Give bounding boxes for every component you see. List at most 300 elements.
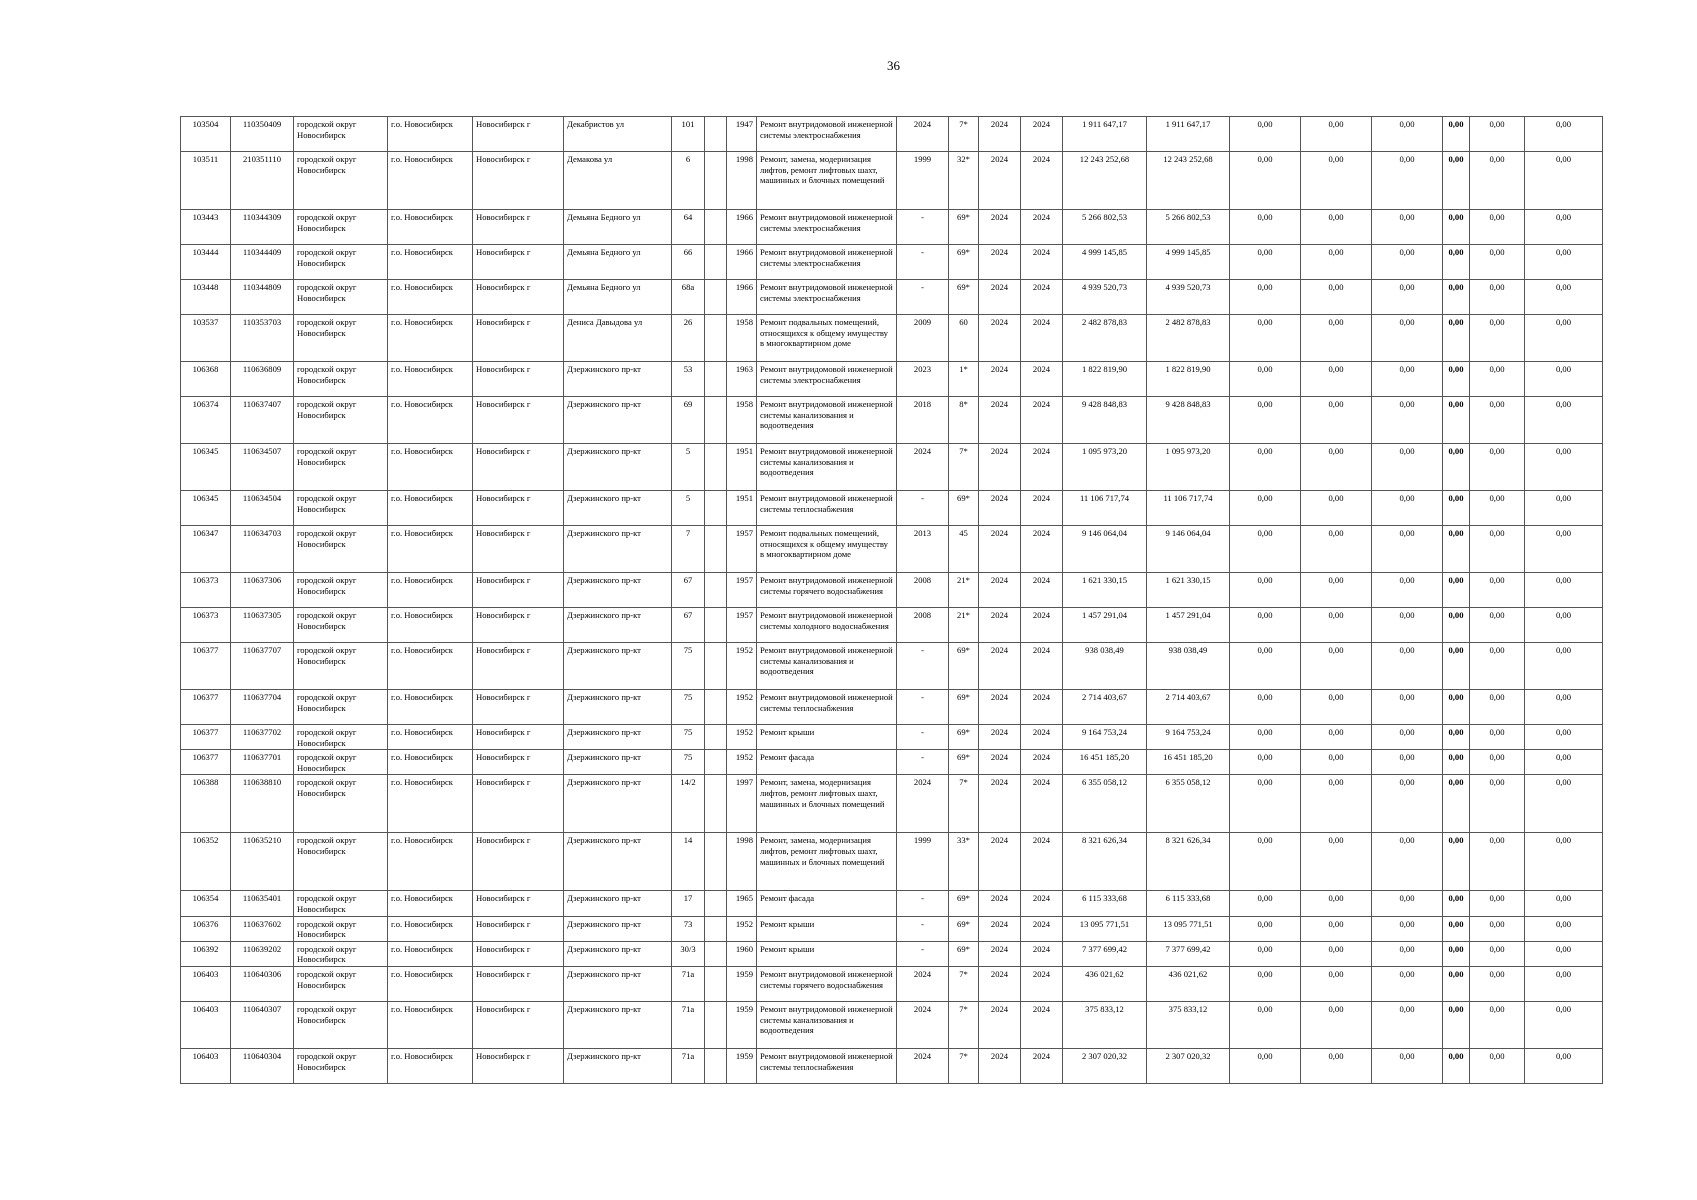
row-cost-fund: 5 266 802,53 [1147,210,1230,245]
row-wear: 21* [949,608,979,643]
row-code: 110635401 [231,891,294,916]
row-work-type: Ремонт, замена, модернизация лифтов, ремонт лифтовых шахт, машинных и блочных помещений [757,833,897,891]
row-cost-total: 11 106 717,74 [1063,491,1147,526]
table-row [181,117,1603,152]
row-prev-year: 1999 [897,152,949,210]
row-street: Демьяна Бедного ул [564,210,672,245]
row-cost-total: 2 307 020,32 [1063,1048,1147,1083]
row-prev-year: - [897,941,949,966]
row-house: 75 [672,750,705,775]
row-work-type: Ремонт, замена, модернизация лифтов, ремонт лифтовых шахт, машинных и блочных помещений [757,775,897,833]
row-fund-6: 0,00 [1525,210,1603,245]
row-locality: Новосибирск г [473,245,564,280]
row-year: 1958 [727,397,757,444]
row-prev-year: 2024 [897,775,949,833]
row-cost-total: 2 482 878,83 [1063,315,1147,362]
row-fund-2: 0,00 [1301,775,1372,833]
row-house: 71а [672,1001,705,1048]
row-work-type: Ремонт внутридомовой инженерной системы канализования и водоотведения [757,444,897,491]
row-year: 1947 [727,117,757,152]
row-plan-end: 2024 [1021,315,1063,362]
row-cost-total: 436 021,62 [1063,966,1147,1001]
row-locality: Новосибирск г [473,491,564,526]
row-fund-3: 0,00 [1372,916,1443,941]
row-cost-total: 9 146 064,04 [1063,526,1147,573]
row-fund-2: 0,00 [1301,916,1372,941]
row-id: 103504 [181,117,231,152]
row-fund-6: 0,00 [1525,1001,1603,1048]
row-plan-end: 2024 [1021,690,1063,725]
row-street: Дзержинского пр-кт [564,573,672,608]
row-street: Дзержинского пр-кт [564,1048,672,1083]
row-locality: Новосибирск г [473,362,564,397]
table-row [181,1048,1603,1083]
row-street: Дзержинского пр-кт [564,444,672,491]
row-fund-4: 0,00 [1443,245,1470,280]
page-number: 36 [887,58,900,73]
row-cost-total: 4 999 145,85 [1063,245,1147,280]
row-empty-cell [705,941,727,966]
row-id: 106377 [181,725,231,750]
row-fund-3: 0,00 [1372,210,1443,245]
row-street: Дзержинского пр-кт [564,833,672,891]
row-municipality: городской округ Новосибирск [294,643,388,690]
row-house: 75 [672,643,705,690]
row-fund-1: 0,00 [1230,152,1301,210]
row-fund-3: 0,00 [1372,362,1443,397]
row-plan-start: 2024 [979,916,1021,941]
row-plan-end: 2024 [1021,397,1063,444]
row-fund-6: 0,00 [1525,152,1603,210]
row-fund-6: 0,00 [1525,775,1603,833]
table-row [181,750,1603,775]
row-fund-5: 0,00 [1470,891,1525,916]
table-row [181,491,1603,526]
row-fund-2: 0,00 [1301,397,1372,444]
row-work-type: Ремонт внутридомовой инженерной системы теплоснабжения [757,491,897,526]
row-year: 1966 [727,210,757,245]
row-fund-5: 0,00 [1470,280,1525,315]
row-fund-5: 0,00 [1470,608,1525,643]
row-plan-end: 2024 [1021,775,1063,833]
row-fund-4: 0,00 [1443,117,1470,152]
row-code: 110640304 [231,1048,294,1083]
row-locality: Новосибирск г [473,725,564,750]
table-row [181,643,1603,690]
row-cost-fund: 436 021,62 [1147,966,1230,1001]
row-cost-fund: 13 095 771,51 [1147,916,1230,941]
row-fund-2: 0,00 [1301,966,1372,1001]
row-prev-year: 2018 [897,397,949,444]
row-plan-end: 2024 [1021,491,1063,526]
row-year: 1960 [727,941,757,966]
row-cost-total: 1 095 973,20 [1063,444,1147,491]
row-fund-5: 0,00 [1470,573,1525,608]
row-plan-start: 2024 [979,210,1021,245]
row-empty-cell [705,491,727,526]
row-plan-start: 2024 [979,1048,1021,1083]
row-year: 1952 [727,643,757,690]
row-cost-total: 6 115 333,68 [1063,891,1147,916]
row-wear: 69* [949,941,979,966]
row-fund-6: 0,00 [1525,941,1603,966]
row-fund-6: 0,00 [1525,526,1603,573]
row-fund-2: 0,00 [1301,526,1372,573]
row-municipality: городской округ Новосибирск [294,1001,388,1048]
row-empty-cell [705,690,727,725]
row-wear: 7* [949,966,979,1001]
row-fund-6: 0,00 [1525,690,1603,725]
row-plan-end: 2024 [1021,152,1063,210]
row-fund-1: 0,00 [1230,643,1301,690]
row-prev-year: 2024 [897,444,949,491]
table-row [181,725,1603,750]
row-wear: 21* [949,573,979,608]
row-year: 1952 [727,750,757,775]
row-district: г.о. Новосибирск [388,891,473,916]
row-fund-1: 0,00 [1230,725,1301,750]
row-work-type: Ремонт внутридомовой инженерной системы электроснабжения [757,117,897,152]
row-work-type: Ремонт фасада [757,891,897,916]
row-id: 106392 [181,941,231,966]
row-fund-1: 0,00 [1230,690,1301,725]
row-fund-6: 0,00 [1525,916,1603,941]
row-cost-total: 938 038,49 [1063,643,1147,690]
row-fund-4: 0,00 [1443,1048,1470,1083]
row-district: г.о. Новосибирск [388,444,473,491]
row-id: 106354 [181,891,231,916]
row-municipality: городской округ Новосибирск [294,117,388,152]
row-fund-6: 0,00 [1525,315,1603,362]
row-year: 1998 [727,152,757,210]
row-fund-6: 0,00 [1525,643,1603,690]
table-row [181,775,1603,833]
row-locality: Новосибирск г [473,573,564,608]
row-fund-2: 0,00 [1301,643,1372,690]
row-cost-fund: 6 115 333,68 [1147,891,1230,916]
row-code: 110639202 [231,941,294,966]
row-plan-start: 2024 [979,941,1021,966]
row-empty-cell [705,315,727,362]
row-fund-3: 0,00 [1372,608,1443,643]
row-district: г.о. Новосибирск [388,1048,473,1083]
row-municipality: городской округ Новосибирск [294,775,388,833]
row-municipality: городской округ Новосибирск [294,1048,388,1083]
row-year: 1965 [727,891,757,916]
row-wear: 1* [949,362,979,397]
row-empty-cell [705,608,727,643]
row-cost-total: 5 266 802,53 [1063,210,1147,245]
row-fund-3: 0,00 [1372,280,1443,315]
row-work-type: Ремонт фасада [757,750,897,775]
row-code: 110637407 [231,397,294,444]
row-cost-fund: 2 714 403,67 [1147,690,1230,725]
row-prev-year: 2008 [897,573,949,608]
row-house: 75 [672,725,705,750]
row-code: 110640307 [231,1001,294,1048]
table-row [181,833,1603,891]
row-fund-6: 0,00 [1525,966,1603,1001]
row-cost-total: 9 428 848,83 [1063,397,1147,444]
row-wear: 69* [949,750,979,775]
row-fund-3: 0,00 [1372,491,1443,526]
row-code: 110350409 [231,117,294,152]
row-fund-1: 0,00 [1230,1001,1301,1048]
row-fund-6: 0,00 [1525,491,1603,526]
row-work-type: Ремонт внутридомовой инженерной системы канализования и водоотведения [757,1001,897,1048]
row-fund-5: 0,00 [1470,210,1525,245]
row-district: г.о. Новосибирск [388,117,473,152]
row-fund-6: 0,00 [1525,725,1603,750]
row-wear: 45 [949,526,979,573]
row-cost-fund: 11 106 717,74 [1147,491,1230,526]
row-fund-6: 0,00 [1525,1048,1603,1083]
row-plan-end: 2024 [1021,210,1063,245]
row-house: 30/3 [672,941,705,966]
row-street: Дзержинского пр-кт [564,725,672,750]
row-plan-start: 2024 [979,966,1021,1001]
row-district: г.о. Новосибирск [388,280,473,315]
row-locality: Новосибирск г [473,280,564,315]
row-code: 110637602 [231,916,294,941]
row-empty-cell [705,891,727,916]
row-id: 106373 [181,573,231,608]
row-street: Дзержинского пр-кт [564,941,672,966]
row-fund-4: 0,00 [1443,775,1470,833]
row-work-type: Ремонт внутридомовой инженерной системы горячего водоснабжения [757,573,897,608]
row-empty-cell [705,750,727,775]
row-wear: 69* [949,280,979,315]
row-plan-start: 2024 [979,775,1021,833]
row-fund-6: 0,00 [1525,444,1603,491]
row-plan-start: 2024 [979,526,1021,573]
row-locality: Новосибирск г [473,210,564,245]
row-locality: Новосибирск г [473,1048,564,1083]
row-fund-5: 0,00 [1470,750,1525,775]
row-empty-cell [705,643,727,690]
row-fund-2: 0,00 [1301,210,1372,245]
row-wear: 69* [949,690,979,725]
row-empty-cell [705,573,727,608]
row-street: Дзержинского пр-кт [564,608,672,643]
row-year: 1952 [727,916,757,941]
row-fund-1: 0,00 [1230,117,1301,152]
row-house: 17 [672,891,705,916]
row-work-type: Ремонт, замена, модернизация лифтов, ремонт лифтовых шахт, машинных и блочных помещений [757,152,897,210]
row-empty-cell [705,210,727,245]
row-municipality: городской округ Новосибирск [294,725,388,750]
row-wear: 69* [949,210,979,245]
row-district: г.о. Новосибирск [388,573,473,608]
row-fund-4: 0,00 [1443,916,1470,941]
row-house: 71а [672,1048,705,1083]
row-empty-cell [705,397,727,444]
row-locality: Новосибирск г [473,775,564,833]
row-plan-end: 2024 [1021,643,1063,690]
row-street: Дзержинского пр-кт [564,690,672,725]
row-plan-start: 2024 [979,573,1021,608]
row-cost-total: 1 822 819,90 [1063,362,1147,397]
row-locality: Новосибирск г [473,526,564,573]
row-code: 110638810 [231,775,294,833]
row-fund-4: 0,00 [1443,833,1470,891]
row-prev-year: - [897,750,949,775]
row-empty-cell [705,152,727,210]
row-fund-1: 0,00 [1230,444,1301,491]
row-id: 103537 [181,315,231,362]
row-district: г.о. Новосибирск [388,1001,473,1048]
row-fund-5: 0,00 [1470,362,1525,397]
row-street: Декабристов ул [564,117,672,152]
row-fund-5: 0,00 [1470,117,1525,152]
row-id: 106377 [181,643,231,690]
row-id: 106377 [181,750,231,775]
table-row [181,1001,1603,1048]
row-district: г.о. Новосибирск [388,526,473,573]
row-fund-2: 0,00 [1301,750,1372,775]
row-cost-fund: 375 833,12 [1147,1001,1230,1048]
row-plan-end: 2024 [1021,725,1063,750]
row-plan-start: 2024 [979,444,1021,491]
row-id: 106374 [181,397,231,444]
row-year: 1958 [727,315,757,362]
row-plan-end: 2024 [1021,1048,1063,1083]
row-code: 110636809 [231,362,294,397]
row-fund-2: 0,00 [1301,315,1372,362]
row-fund-5: 0,00 [1470,1048,1525,1083]
row-fund-3: 0,00 [1372,117,1443,152]
row-fund-1: 0,00 [1230,833,1301,891]
row-fund-6: 0,00 [1525,362,1603,397]
row-fund-2: 0,00 [1301,245,1372,280]
row-code: 110344809 [231,280,294,315]
row-district: г.о. Новосибирск [388,210,473,245]
row-cost-fund: 2 307 020,32 [1147,1048,1230,1083]
row-fund-6: 0,00 [1525,750,1603,775]
row-municipality: городской округ Новосибирск [294,210,388,245]
row-plan-end: 2024 [1021,245,1063,280]
row-fund-2: 0,00 [1301,152,1372,210]
row-locality: Новосибирск г [473,397,564,444]
row-work-type: Ремонт внутридомовой инженерной системы горячего водоснабжения [757,966,897,1001]
row-prev-year: 2024 [897,117,949,152]
row-fund-4: 0,00 [1443,397,1470,444]
row-fund-3: 0,00 [1372,152,1443,210]
row-fund-6: 0,00 [1525,280,1603,315]
row-id: 106347 [181,526,231,573]
row-fund-1: 0,00 [1230,941,1301,966]
row-code: 110637702 [231,725,294,750]
row-locality: Новосибирск г [473,916,564,941]
row-house: 14/2 [672,775,705,833]
row-fund-4: 0,00 [1443,1001,1470,1048]
table-row [181,573,1603,608]
row-plan-end: 2024 [1021,941,1063,966]
row-plan-end: 2024 [1021,280,1063,315]
row-empty-cell [705,1048,727,1083]
row-cost-total: 16 451 185,20 [1063,750,1147,775]
row-municipality: городской округ Новосибирск [294,362,388,397]
repair-registry-table [180,116,1603,1084]
row-fund-5: 0,00 [1470,966,1525,1001]
row-house: 14 [672,833,705,891]
row-locality: Новосибирск г [473,315,564,362]
row-cost-total: 4 939 520,73 [1063,280,1147,315]
row-street: Дзержинского пр-кт [564,750,672,775]
row-district: г.о. Новосибирск [388,750,473,775]
row-municipality: городской округ Новосибирск [294,280,388,315]
row-cost-fund: 938 038,49 [1147,643,1230,690]
row-work-type: Ремонт крыши [757,916,897,941]
row-fund-1: 0,00 [1230,315,1301,362]
row-fund-1: 0,00 [1230,397,1301,444]
row-fund-6: 0,00 [1525,245,1603,280]
row-id: 106368 [181,362,231,397]
row-fund-2: 0,00 [1301,444,1372,491]
row-street: Дзержинского пр-кт [564,891,672,916]
row-code: 110637305 [231,608,294,643]
row-code: 110637707 [231,643,294,690]
row-locality: Новосибирск г [473,643,564,690]
row-street: Дзержинского пр-кт [564,397,672,444]
row-prev-year: - [897,891,949,916]
row-fund-1: 0,00 [1230,245,1301,280]
row-street: Дзержинского пр-кт [564,526,672,573]
row-plan-start: 2024 [979,643,1021,690]
row-plan-start: 2024 [979,117,1021,152]
row-house: 64 [672,210,705,245]
row-fund-1: 0,00 [1230,362,1301,397]
row-fund-5: 0,00 [1470,725,1525,750]
row-fund-3: 0,00 [1372,966,1443,1001]
row-cost-fund: 4 999 145,85 [1147,245,1230,280]
row-house: 71а [672,966,705,1001]
row-year: 1951 [727,491,757,526]
row-fund-5: 0,00 [1470,775,1525,833]
row-id: 106345 [181,491,231,526]
row-fund-3: 0,00 [1372,245,1443,280]
row-fund-2: 0,00 [1301,1048,1372,1083]
row-cost-fund: 1 095 973,20 [1147,444,1230,491]
row-plan-start: 2024 [979,245,1021,280]
row-fund-4: 0,00 [1443,444,1470,491]
row-fund-5: 0,00 [1470,315,1525,362]
row-year: 1957 [727,573,757,608]
row-id: 103448 [181,280,231,315]
row-locality: Новосибирск г [473,1001,564,1048]
row-house: 68а [672,280,705,315]
row-municipality: городской округ Новосибирск [294,941,388,966]
row-house: 5 [672,444,705,491]
row-wear: 60 [949,315,979,362]
row-id: 103443 [181,210,231,245]
row-cost-fund: 2 482 878,83 [1147,315,1230,362]
row-locality: Новосибирск г [473,941,564,966]
row-cost-fund: 1 621 330,15 [1147,573,1230,608]
row-plan-end: 2024 [1021,750,1063,775]
row-cost-total: 7 377 699,42 [1063,941,1147,966]
row-id: 106352 [181,833,231,891]
row-fund-3: 0,00 [1372,750,1443,775]
row-fund-5: 0,00 [1470,916,1525,941]
row-fund-3: 0,00 [1372,690,1443,725]
row-prev-year: - [897,210,949,245]
row-plan-end: 2024 [1021,1001,1063,1048]
row-year: 1959 [727,1001,757,1048]
row-fund-4: 0,00 [1443,891,1470,916]
row-street: Демакова ул [564,152,672,210]
row-house: 66 [672,245,705,280]
